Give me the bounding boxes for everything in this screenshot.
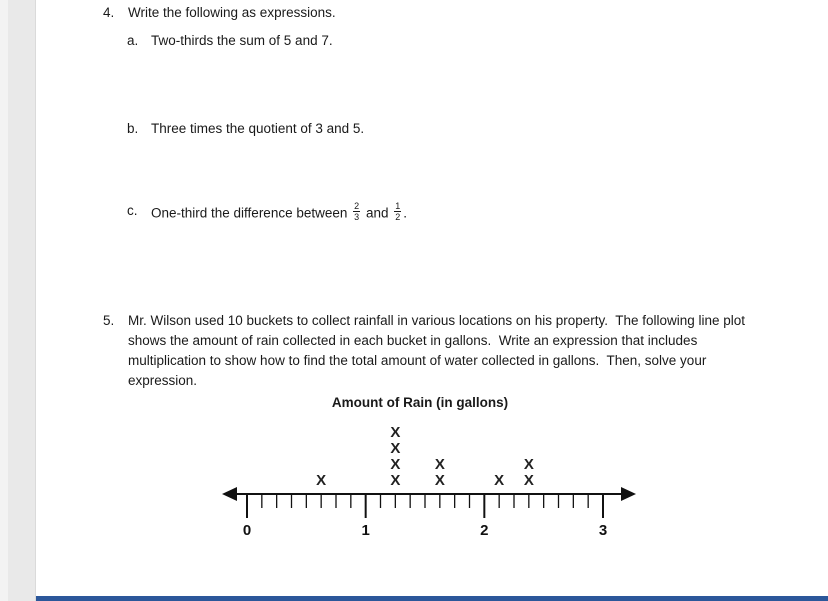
item-b [127, 121, 364, 136]
question-4-prompt: Write the following as expressions. [128, 5, 336, 20]
item-c-text [151, 203, 407, 225]
svg-text:1: 1 [361, 522, 370, 539]
status-bar [36, 596, 828, 601]
question-4 [103, 5, 336, 20]
item-a-text: Two-thirds the sum of 5 and 7. [151, 33, 333, 48]
line-plot-title: Amount of Rain (in gallons) [331, 395, 509, 410]
line-plot-svg [200, 414, 640, 544]
item-c-label: c. [127, 203, 138, 218]
svg-text:0: 0 [242, 522, 252, 539]
item-c-prefix: One-third the difference between [151, 205, 348, 221]
line-plot [200, 395, 640, 544]
item-b-text: Three times the quotient of 3 and 5. [151, 121, 365, 136]
svg-text:X: X [316, 472, 327, 489]
question-5-text: Mr. Wilson used 10 buckets to collect rainfall in various locations on his property. The following line plot shows the amount of rain collected in each bucket in gallons. Write an expression that includes multiplication to show how to find the total amount of water collected in gallons. Then, solve your expression. [128, 313, 749, 388]
fraction-two-thirds: $\frac{2}{3}$ [354, 201, 360, 223]
svg-text:X: X [390, 440, 401, 457]
question-4-number: 4. [103, 5, 115, 20]
item-a-label: a. [127, 33, 139, 48]
item-a [127, 33, 333, 48]
svg-text:2: 2 [480, 522, 489, 539]
item-c-conjunction: and [365, 205, 389, 221]
svg-text:3: 3 [598, 522, 608, 539]
svg-text:X: X [434, 456, 445, 473]
app-background [0, 0, 36, 601]
fraction-one-half: $\frac{1}{2}$ [395, 201, 401, 223]
svg-text:X: X [390, 424, 401, 441]
svg-text:X: X [523, 472, 534, 489]
item-c-suffix: . [403, 205, 408, 221]
app-background-edge [0, 0, 8, 601]
svg-text:X: X [494, 472, 505, 489]
item-b-label: b. [127, 121, 139, 136]
svg-text:X: X [523, 456, 534, 473]
svg-text:X: X [390, 472, 401, 489]
svg-text:X: X [434, 472, 445, 489]
question-5 [103, 311, 760, 391]
svg-text:X: X [390, 456, 401, 473]
item-c [127, 203, 407, 225]
document-page[interactable] [36, 0, 828, 596]
question-5-number: 5. [103, 313, 115, 328]
